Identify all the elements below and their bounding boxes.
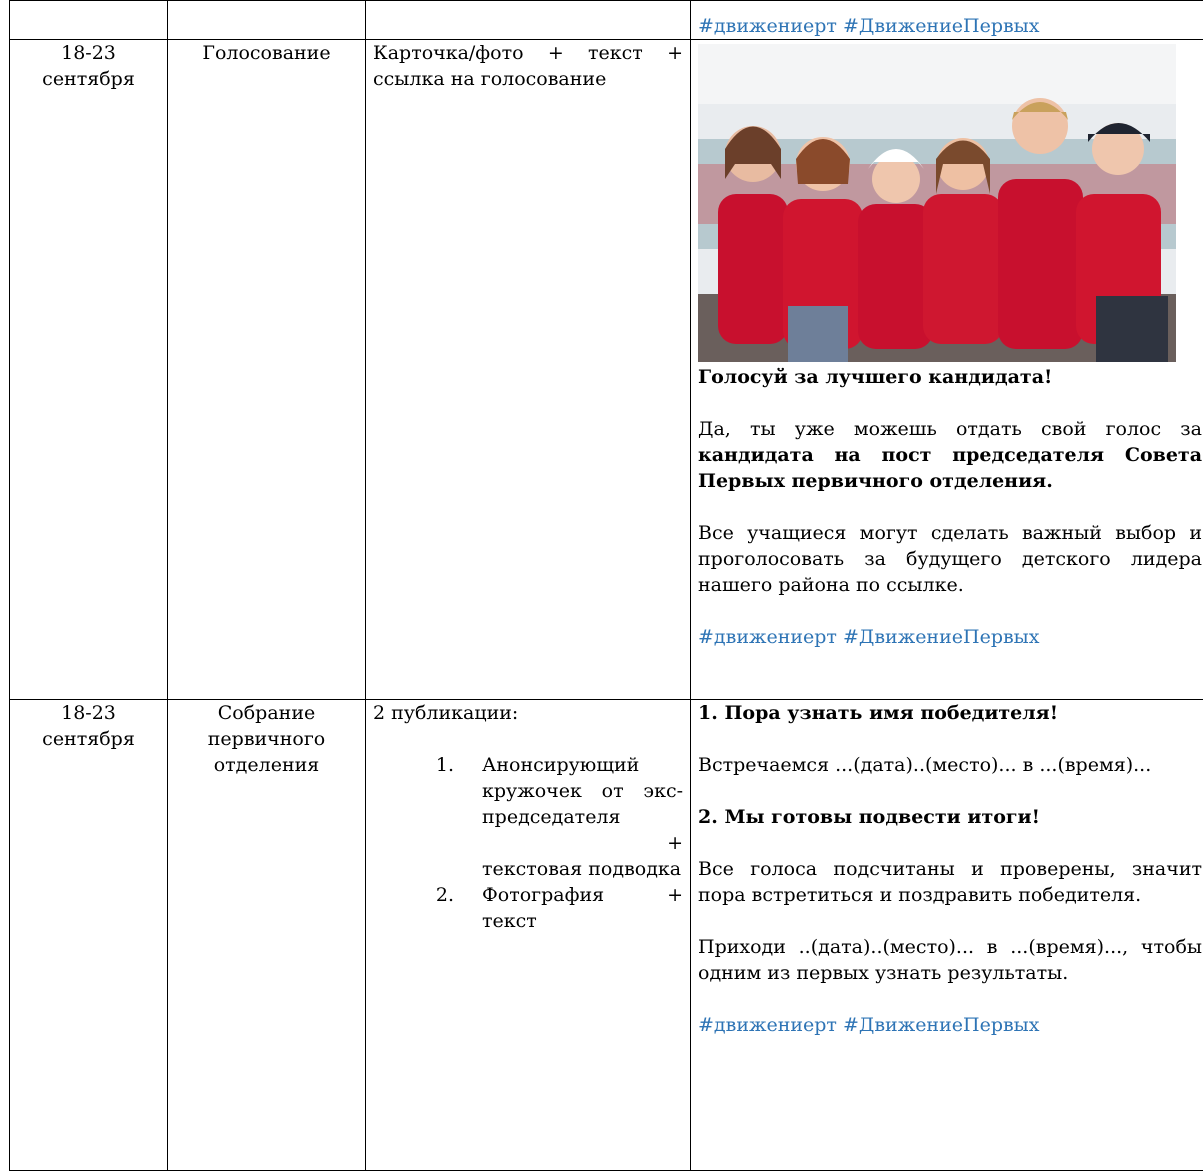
meet-text: Встречаемся ...(дата)..(место)... в ...(время)... — [698, 752, 1202, 778]
spacer — [698, 494, 1202, 520]
format-cell — [366, 40, 691, 700]
hashtags-text: #движениерт #ДвижениеПервых — [698, 624, 1202, 650]
list-item — [373, 882, 683, 934]
vote-paragraph-1 — [698, 416, 1202, 494]
table-row — [10, 40, 1203, 700]
results-paragraph-1: Все голоса подсчитаны и проверены, значит пора встретиться и поздравить победителя. — [698, 856, 1202, 908]
content-plan-table — [9, 0, 1203, 1171]
results-heading: 2. Мы готовы подвести итоги! — [698, 804, 1202, 830]
list-number: 2. — [373, 882, 468, 934]
spacer — [698, 390, 1202, 416]
hashtags-text: #движениерт #ДвижениеПервых — [698, 1012, 1202, 1038]
format-cell — [366, 700, 691, 1171]
event-cell: Собрание первичного отделения — [168, 700, 366, 1171]
date-cell — [10, 1, 168, 40]
spacer — [698, 726, 1202, 752]
list-text-tail: текст — [482, 910, 537, 932]
date-cell: 18-23 сентября — [10, 40, 168, 700]
content-cell — [691, 1, 1203, 40]
plus-sign: + — [667, 882, 683, 908]
spacer — [698, 598, 1202, 624]
format-list — [373, 752, 683, 934]
spacer — [698, 778, 1202, 804]
event-cell: Голосование — [168, 40, 366, 700]
results-paragraph-2: Приходи ..(дата)..(место)... в ...(время)..., чтобы одним из первых узнать результаты. — [698, 934, 1202, 986]
format-intro: 2 публикации: — [373, 700, 683, 726]
spacer — [698, 830, 1202, 856]
list-text — [468, 752, 683, 882]
date-cell: 18-23 сентября — [10, 700, 168, 1171]
list-number: 1. — [373, 752, 468, 882]
vote-paragraph-2: Все учащиеся могут сделать важный выбор и проголосовать за будущего детского лидера нашего района по ссылке. — [698, 520, 1202, 598]
list-item — [373, 752, 683, 882]
spacer — [698, 986, 1202, 1012]
hashtags-text: #движениерт #ДвижениеПервых — [698, 13, 1202, 39]
event-cell — [168, 1, 366, 40]
vote-paragraph-1-plain: Да, ты уже можешь отдать свой голос за — [698, 418, 1202, 440]
list-text-main: Анонсирующий кружочек от экс-председателя — [482, 754, 683, 828]
list-text-tail: текстовая подводка — [482, 858, 681, 880]
table-row — [10, 700, 1203, 1171]
list-text — [468, 882, 683, 934]
group-photo — [698, 44, 1176, 362]
vote-paragraph-1-bold: кандидата на пост председателя Совета Первых первичного отделения. — [698, 444, 1202, 492]
content-cell — [691, 40, 1203, 700]
spacer — [698, 908, 1202, 934]
list-text-plus-line — [482, 882, 683, 908]
winner-heading: 1. Пора узнать имя победителя! — [698, 700, 1202, 726]
plus-sign: + — [667, 830, 683, 856]
vote-headline: Голосуй за лучшего кандидата! — [698, 364, 1202, 390]
list-text-plus-line — [482, 830, 683, 856]
table-row — [10, 1, 1203, 40]
content-cell — [691, 700, 1203, 1171]
list-text-main: Фотография — [482, 882, 604, 908]
format-cell — [366, 1, 691, 40]
format-text: Карточка/фото + текст + ссылка на голосование — [373, 40, 683, 92]
